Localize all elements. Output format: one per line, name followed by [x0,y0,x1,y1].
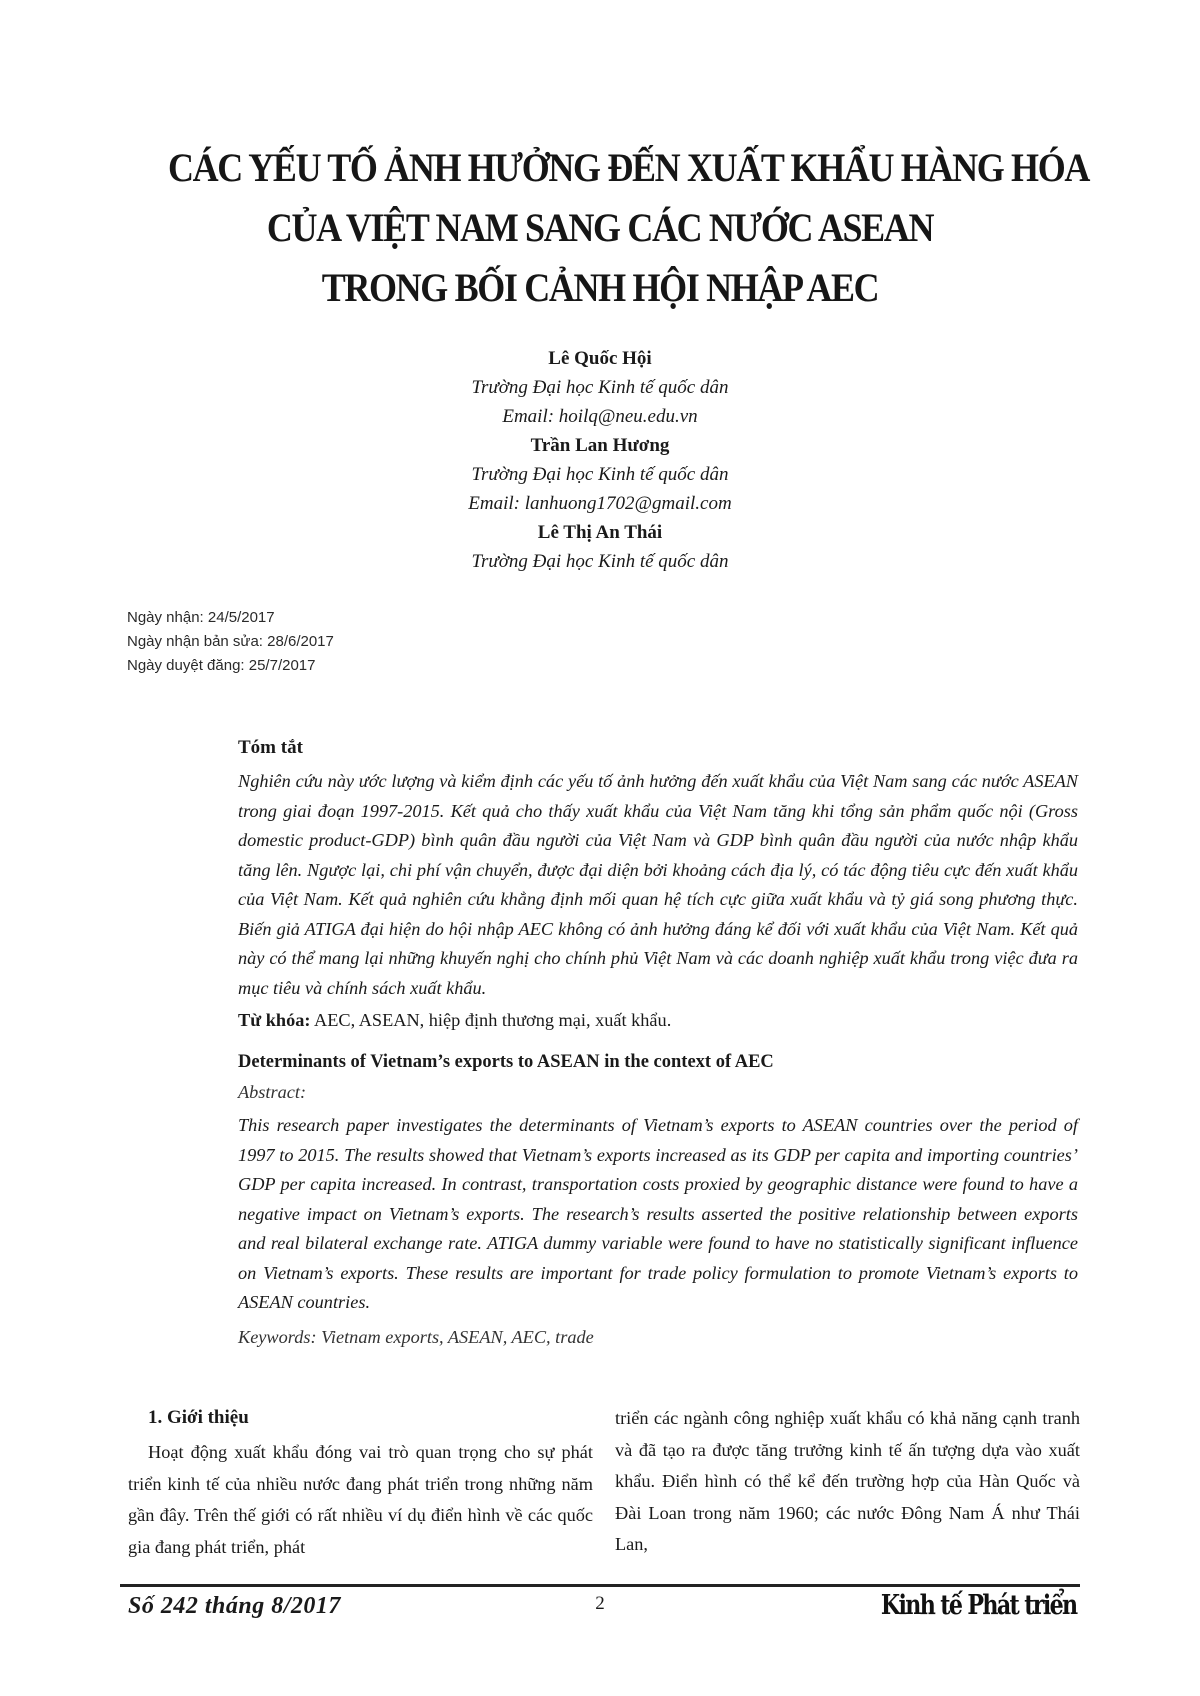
keywords-en: Keywords: Vietnam exports, ASEAN, AEC, trade [238,1326,594,1347]
abstract-en-text: This research paper investigates the determinants of Vietnam’s exports to ASEAN countries over the period of 1997 to 2015. The results showed that Vietnam’s exports increased as its GDP per capita and importing countries’ GDP per capita increased. In contrast, transportation costs proxied by geographic distance were found to have a negative impact on Vietnam’s exports. The research’s results asserted the positive relationship between exports and real bilateral exchange rate. ATIGA dummy variable were found to have no statistically significant influence on Vietnam’s exports. These results are important for trade policy formulation to promote Vietnam’s exports to ASEAN countries. [238,1115,1078,1312]
author-name: Trần Lan Hương [530,435,670,456]
date-received: Ngày nhận: 24/5/2017 [127,609,275,626]
keywords-vi-label: Từ khóa: [238,1010,311,1030]
english-title: Determinants of Vietnam’s exports to ASEAN in the context of AEC [238,1052,774,1072]
body-column-left [128,1403,593,1563]
abstract-vi-text: Nghiên cứu này ước lượng và kiểm định các yếu tố ảnh hưởng đến xuất khẩu của Việt Nam sang các nước ASEAN trong giai đoạn 1997-2015. Kết quả cho thấy xuất khẩu của Việt Nam tăng khi tổng sản phẩm quốc nội (Gross domestic product-GDP) bình quân đầu người của Việt Nam và GDP bình quân đầu người của nước nhập khẩu tăng lên. Ngược lại, chi phí vận chuyển, được đại diện bởi khoảng cách địa lý, có tác động tiêu cực đến xuất khẩu của Việt Nam. Kết quả nghiên cứu khẳng định mối quan hệ tích cực giữa xuất khẩu và tỷ giá song phương thực. Biến giả ATIGA đại hiện do hội nhập AEC không có ảnh hưởng đáng kể đối với xuất khẩu của Việt Nam. Kết quả này có thể mang lại những khuyến nghị cho chính phủ Việt Nam và các doanh nghiệp xuất khẩu trong việc đưa ra mục tiêu và chính sách xuất khẩu. [238,771,1078,998]
issue-label: Số 242 tháng 8/2017 [128,1593,341,1619]
body-paragraph: Hoạt động xuất khẩu đóng vai trò quan trọng cho sự phát triển kinh tế của nhiều nước đang phát triển trong những năm gần đây. Trên thế giới có rất nhiều ví dụ điển hình về các quốc gia đang phát triển, phát [128,1442,593,1557]
body-paragraph: triển các ngành công nghiệp xuất khẩu có khả năng cạnh tranh và đã tạo ra được tăng trưởng kinh tế ấn tượng dựa vào xuất khẩu. Điển hình có thể kể đến trường hợp của Hàn Quốc và Đài Loan trong năm 1960; các nước Đông Nam Á như Thái Lan, [615,1408,1080,1554]
author-affiliation: Trường Đại học Kinh tế quốc dân [471,377,729,398]
author-name: Lê Thị An Thái [537,522,663,543]
journal-logo: Kinh tế Phát triển [880,1590,1076,1621]
title-line: CỦA VIỆT NAM SANG CÁC NƯỚC ASEAN [266,205,934,250]
author-affiliation: Trường Đại học Kinh tế quốc dân [471,464,729,485]
keywords-vi [238,1005,1078,1035]
author-email: Email: hoilq@neu.edu.vn [502,406,698,427]
abstract-block [238,733,1078,1352]
abstract-en-label: Abstract: [238,1082,307,1102]
author-affiliation: Trường Đại học Kinh tế quốc dân [471,551,729,572]
abstract-vi-heading: Tóm tắt [238,737,303,758]
title-line: CÁC YẾU TỐ ẢNH HƯỞNG ĐẾN XUẤT KHẨU HÀNG HÓA [168,145,1090,190]
author-list [300,344,900,576]
keywords-vi-values: AEC, ASEAN, hiệp định thương mại, xuất khẩu. [314,1010,672,1030]
body-column-right [615,1403,1080,1561]
submission-dates [127,606,334,678]
section-heading: 1. Giới thiệu [148,1407,249,1428]
page-number: 2 [595,1593,605,1614]
author-email: Email: lanhuong1702@gmail.com [468,493,732,514]
footer-divider [120,1584,1080,1587]
date-accepted: Ngày duyệt đăng: 25/7/2017 [127,657,316,674]
paper-title [168,138,1090,318]
date-revised: Ngày nhận bản sửa: 28/6/2017 [127,633,334,650]
title-line: TRONG BỐI CẢNH HỘI NHẬP AEC [321,265,879,310]
author-name: Lê Quốc Hội [548,348,652,369]
